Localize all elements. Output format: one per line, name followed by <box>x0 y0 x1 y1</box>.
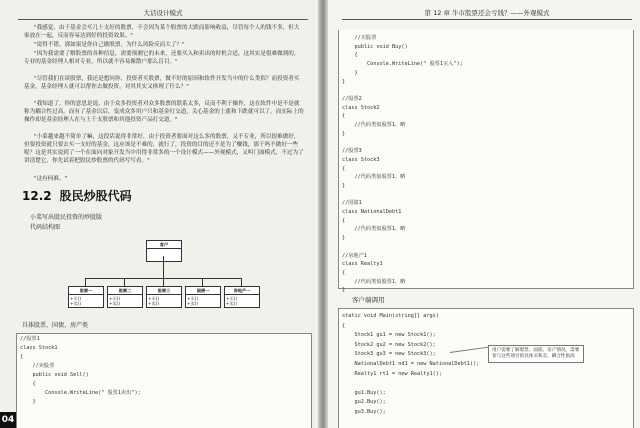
uml-class-title: 客户 <box>147 241 181 249</box>
paragraph: "因为我需要了解股票的各种信息，需要预测它的未来，还要买入和卖出的时机合适，这其实是很难做到的，专业的基金经理人相对专业，所以就不容易像散户那么盲目。" <box>24 51 300 65</box>
code-listing: //买股票 public void Buy() { Console.WriteLine(" 股票1买入"); } } //股票2 class Stock2 { //代码类似股票1，略 } //股票3 class Stock3 { //代码类似股票1，略 } //国债1 class NationalDebt1 { //代码类似股票1，略 } //房地产1 class Realty1 { //代码类似股票1，略 } <box>342 35 463 294</box>
uml-class-client <box>146 240 182 262</box>
uml-class-stock1: 股票一 +买() +卖() <box>68 286 104 308</box>
section-title: 股民炒股代码 <box>59 189 132 203</box>
client-caption: 客户端调用 <box>352 296 385 304</box>
page-number: 04 <box>0 412 16 428</box>
code-listing: //股票1 class Stock1 { //卖股票 public void Sell() { Console.WriteLine(" 股票1卖出"); } <box>20 336 141 405</box>
uml-class-stock3: 股票三 +买() +卖() <box>146 286 182 308</box>
left-page <box>0 0 318 428</box>
callout-note: 用户需要了解股票、国债、房产情况，需要参与这些项目的具体买和卖，耦合性很高 <box>488 345 584 363</box>
right-page-header: 第 12 章 牛市股票还会亏钱？——外观模式 <box>342 8 632 20</box>
uml-class-realty: 房地产一 +买() +卖() <box>224 286 260 308</box>
paragraph: "小菜越来越不简单了嘛，这段话说得非常好，由于投资者要面对这么多的股票，又不专业，所以很难做好，但要投资就只要去买一支好的基金，这应该是不难的，就行了，投资的目的还不是为了赚钱，那干吗不做好一些呢？这是其实说到了一个在面向对象开发当中用得非常多的一个设计模式——外观模式，又叫门面模式，不过为了讲清楚它，你先试着把股民炒股票的代码写写看。" <box>24 134 304 164</box>
right-page <box>328 0 640 428</box>
paragraph: "这有何难。" <box>34 176 68 182</box>
diagram-caption: 代码结构图 <box>30 224 61 231</box>
paragraph: "说得不错。那如果是你自己做股票，为什么风险反而大了？" <box>34 42 185 48</box>
code-caption: 具体股票、国债、房产类 <box>22 322 89 329</box>
client-code-listing: static void Main(string[] args) { Stock1 gu1 = new Stock1(); Stock2 gu2 = new Stock2(); Stock3 gu3 = new Stock3(); NationalDebt1 nd1 = new NationalDebt1(); Realty1 rt1 = new Realty1(); gu1.Buy(); gu2.Buy(); gu3.Buy(); <box>342 313 480 415</box>
intro-line: 小菜写出股民投资的炒股版 <box>30 214 103 221</box>
uml-class-stock2: 股票二 +买() +卖() <box>107 286 143 308</box>
paragraph: "我感觉，由于基金会买几十支好的股票，不会因为某个股票的大跌而影响收益，尽管每个人的钱不多，但大家放在一起，反而容易达到好的投资效果。" <box>24 25 300 39</box>
uml-diagram <box>68 238 258 316</box>
section-heading <box>22 187 132 204</box>
section-number: 12.2 <box>22 189 52 203</box>
book-spine <box>318 0 328 428</box>
paragraph: "我知道了，你的意思是说，由于众多投资者对众多股票的联系太多，反而不利于操作，这在软件中是不是就称为耦合性过高。而有了基金以后，变成众多用户只和基金打交道，关心基金的上涨和下跌就可以了，而实际上的操作却是基金经理人在与上千支股票和其他投资产品打交道。" <box>24 101 304 123</box>
uml-class-national-debt: 国债一 +买() +卖() <box>185 286 221 308</box>
left-page-header: 大话设计模式 <box>18 8 308 20</box>
paragraph: "尽管我们在谈股票，我还是想问你，投资者买股票，做不好的原因和软件开发当中的什么类似？而投资者买基金，基金经理人就可以帮你去做投资，对其其实又体现了什么？" <box>24 76 300 90</box>
